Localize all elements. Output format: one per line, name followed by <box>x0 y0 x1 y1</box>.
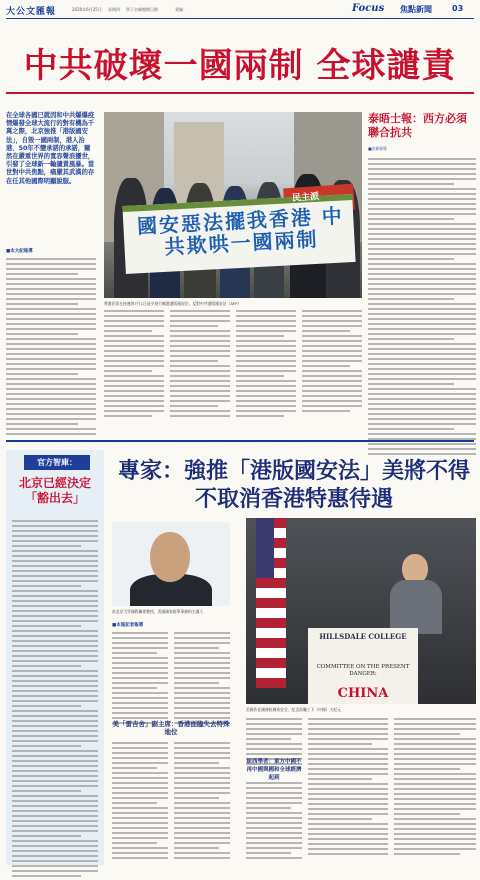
main-headline: 中共破壞一國兩制 全球譴責 <box>23 46 457 86</box>
sidebar-byline: ■法新報導 <box>368 146 387 151</box>
newspaper-logo: 大公文匯報 <box>6 7 57 17</box>
issue-date: 2020年6月25日 <box>72 7 102 12</box>
lead-byline: ■本大紀報導 <box>6 249 33 254</box>
masthead <box>0 0 480 20</box>
expert-column-1 <box>112 632 168 727</box>
lead-body-text <box>6 258 96 438</box>
protest-flag-text: 民主派 <box>291 192 320 204</box>
protest-photo-caption: 香港民眾在接連的7月1日前夕遊行喊港港版國安法，反對中共港版國安法（AFP） <box>104 301 242 306</box>
issue-weekday: 星期四 <box>108 7 120 12</box>
speaker-figure <box>386 554 446 634</box>
lecture-photo-caption: 美國作任國務院國家安全、紀念前職工下（中國）大紀元 <box>246 707 341 712</box>
section-label: 焦點新聞 <box>400 5 432 14</box>
expert-column-6 <box>246 782 302 862</box>
sidebar-body-text <box>368 158 476 455</box>
lecture-photo <box>246 518 476 704</box>
podium-committee-text: COMMITTEE ON THE PRESENT DANGER: <box>316 664 410 677</box>
expert-column-2 <box>174 632 230 727</box>
page-number: 03 <box>452 4 464 13</box>
expert-column-7 <box>308 718 388 858</box>
headline-rule <box>6 92 474 94</box>
sidebar-title: 泰晤士報：西方必須聯合抗共 <box>368 112 467 139</box>
us-flag <box>256 518 286 688</box>
expert-byline: ■本報記者報導 <box>112 623 144 628</box>
issue-meta: 學子名師檔期日期 <box>126 7 158 12</box>
protest-banner-text: 國安惡法擺我香港 中共欺哄一國兩制 <box>136 203 345 259</box>
expert-column-4 <box>174 742 230 862</box>
section-divider <box>6 440 474 442</box>
focus-label: Focus <box>352 3 385 14</box>
protest-photo <box>104 112 362 298</box>
think-tank-title: 北京已經決定「豁出去」 <box>18 476 91 505</box>
portrait-caption: 前北京大學國際關係教授，美國國家駐華事務的主講人 <box>112 609 204 614</box>
expert-column-8 <box>394 718 476 858</box>
story-column-3 <box>236 310 296 420</box>
subhead-vice-chair: 美「雷吉舍」副主席：香港面臨失去特殊地位 <box>112 720 230 736</box>
think-tank-body <box>12 520 98 880</box>
sidebar <box>368 112 476 458</box>
expert-headline: 專家：強推「港版國安法」美將不得不取消香港特惠待遇 <box>117 459 470 512</box>
subhead-scholar: 紐西學者：東方中國不再中國與國和全球經濟起到 <box>246 759 302 781</box>
story-column-4 <box>302 310 362 415</box>
expert-portrait <box>112 522 230 606</box>
podium-china-text: CHINA <box>337 686 389 701</box>
story-column-2 <box>170 310 230 420</box>
expert-column-3 <box>112 742 168 862</box>
masthead-rule <box>6 18 474 19</box>
story-column-1 <box>104 310 164 420</box>
lead-paragraph: 在全球各國已就因和中共爆爆疫情爆發全球大流行的對有機為千萬之際，北京強推「港版國安法」，自毀一國兩制，港人治港、50年不變承諾的承諾，爾然在嚴重世界的寬容聲浪擾世，引發了全球新一輪譴責風暴。當世對中共焦點，痛嚴其武漢的存在任其他國際明顯說服。 <box>6 112 95 185</box>
editor-label: 責編： <box>175 7 187 12</box>
think-tank-tag: 官方智庫： <box>24 455 90 470</box>
podium-college-name: HILLSDALE COLLEGE <box>319 632 407 641</box>
